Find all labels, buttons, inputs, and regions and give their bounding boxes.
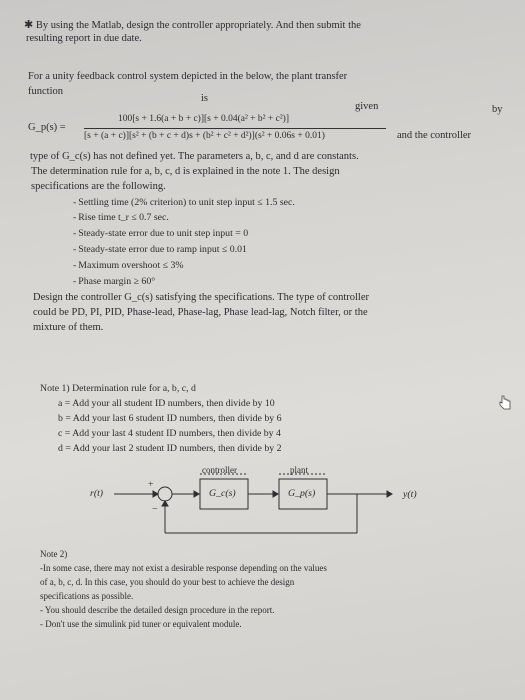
spec-item: - Rise time t_r ≤ 0.7 sec. bbox=[73, 212, 169, 223]
and-controller-text: and the controller bbox=[397, 130, 472, 141]
note2-line-5: - Don't use the simulink pid tuner or equivalent module. bbox=[40, 619, 242, 629]
plant-block-label: G_p(s) bbox=[288, 488, 316, 499]
plant-tf-denominator: [s + (a + c)][s² + (b + c + d)s + (b² + c² + d²)](s² + 0.06s + 0.01) bbox=[84, 131, 325, 141]
plant-label: plant bbox=[290, 465, 308, 475]
header-line-1: ✱ By using the Matlab, design the controller appropriately. And then submit the bbox=[24, 19, 361, 31]
problem-rule-line: The determination rule for a, b, c, d is explained in the note 1. The design bbox=[31, 166, 340, 177]
spec-item: - Phase margin ≥ 60° bbox=[73, 276, 156, 287]
header-line-2: resulting report in due date. bbox=[26, 33, 142, 44]
spec-item: - Steady-state error due to ramp input ≤ 0.01 bbox=[73, 244, 247, 255]
problem-given-word: given bbox=[355, 101, 379, 112]
design-line-3: mixture of them. bbox=[33, 322, 104, 333]
spec-item: - Settling time (2% criterion) to unit step input ≤ 1.5 sec. bbox=[73, 197, 295, 208]
note1-title: Note 1) Determination rule for a, b, c, d bbox=[40, 383, 196, 394]
controller-input-arrowhead bbox=[194, 491, 199, 497]
note1-rule: d = Add your last 2 student ID numbers, then divide by 2 bbox=[58, 443, 282, 454]
problem-line-1: For a unity feedback control system depicted in the below, the plant transfer bbox=[28, 71, 348, 82]
plant-input-arrowhead bbox=[273, 491, 278, 497]
controller-label: controller bbox=[202, 465, 237, 475]
plant-tf-numerator: 100[s + 1.6(a + b + c)][s + 0.04(a² + b² + c²)] bbox=[118, 114, 290, 124]
design-line-2: could be PD, PI, PID, Phase-lead, Phase-lag, Phase lead-lag, Notch filter, or the bbox=[33, 307, 368, 318]
note1-rule: c = Add your last 4 student ID numbers, then divide by 4 bbox=[58, 428, 281, 439]
hand-cursor-icon bbox=[498, 394, 512, 410]
note2-line-3: specifications as possible. bbox=[40, 591, 134, 601]
minus-sign: − bbox=[152, 504, 158, 515]
design-line-1: Design the controller G_c(s) satisfying the specifications. The type of controller bbox=[33, 292, 369, 303]
problem-function-word: function bbox=[28, 86, 63, 97]
note1-rule: a = Add your all student ID numbers, then divide by 10 bbox=[58, 398, 275, 409]
spec-item: - Steady-state error due to unit step input = 0 bbox=[73, 228, 249, 239]
feedback-arrowhead bbox=[162, 501, 168, 506]
controller-block-label: G_c(s) bbox=[209, 488, 236, 499]
problem-specs-line: specifications are the following. bbox=[31, 181, 166, 192]
spec-item: - Maximum overshoot ≤ 3% bbox=[73, 260, 184, 271]
note1-rule: b = Add your last 6 student ID numbers, then divide by 6 bbox=[58, 413, 282, 424]
note2-line-2: of a, b, c, d. In this case, you should do your best to achieve the design bbox=[40, 577, 295, 587]
note2-line-1: -In some case, there may not exist a desirable response depending on the values bbox=[40, 563, 327, 573]
output-label: y(t) bbox=[403, 489, 417, 500]
plus-sign: + bbox=[148, 479, 154, 490]
input-arrowhead bbox=[153, 491, 158, 497]
problem-type-line: type of G_c(s) has not defined yet. The parameters a, b, c, and d are constants. bbox=[30, 151, 359, 162]
asterisk-bullet-icon: ✱ bbox=[24, 19, 34, 31]
note2-title: Note 2) bbox=[40, 549, 68, 559]
output-arrowhead bbox=[387, 491, 392, 497]
problem-is-word: is bbox=[201, 93, 209, 104]
summing-junction bbox=[158, 487, 172, 501]
problem-by-word: by bbox=[492, 104, 503, 115]
note2-line-4: - You should describe the detailed design procedure in the report. bbox=[40, 605, 275, 615]
input-label: r(t) bbox=[90, 488, 104, 499]
plant-tf-label: G_p(s) = bbox=[28, 122, 66, 133]
